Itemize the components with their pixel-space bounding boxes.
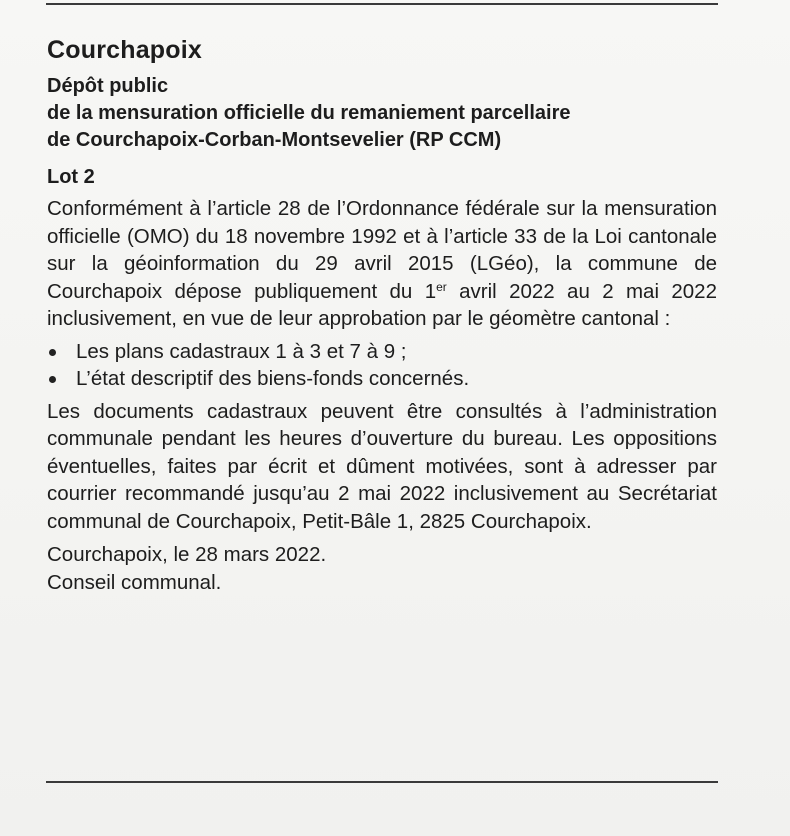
intro-text-end: avril 2022 au 2 mai 2022 inclusivement, en vue de leur approbation par le géomètre cantonal : [47, 279, 717, 330]
commune-heading: Courchapoix [47, 36, 202, 64]
bottom-divider [46, 781, 718, 783]
list-item [47, 338, 717, 366]
lot-heading: Lot 2 [47, 166, 95, 188]
document-list [47, 338, 717, 393]
notice-subtitle-line-3: de Courchapoix-Corban-Montsevelier (RP CCM) [47, 129, 502, 151]
ordinal-superscript: er [436, 279, 447, 294]
public-notice [47, 33, 717, 596]
intro-paragraph [47, 195, 717, 333]
place-date: Courchapoix, le 28 mars 2022. [47, 543, 327, 566]
top-divider [46, 3, 718, 5]
list-item-text: Les plans cadastraux 1 à 3 et 7 à 9 ; [76, 339, 407, 363]
consultation-paragraph: Les documents cadastraux peuvent être consultés à l’administration communale pendant les heures d’ouverture du bureau. Les oppositions éventuelles, faites par écrit et dûment motivées, sont à adresser par courrier recommandé jusqu’au 2 mai 2022 inclusivement au Secrétariat communal de Courchapoix, Petit-Bâle 1, 2825 Courchapoix. [47, 399, 717, 533]
intro-text-start: Conformément à l’article 28 de l’Ordonnance fédérale sur la mensuration officielle (OMO) du 18 novembre 1992 et à l’article 33 de la Loi cantonale sur la géoinformation du 29 avril 2015 (LGéo), la commune de Courchapoix dépose publiquement du 1 [47, 197, 717, 303]
notice-subtitle-line-2: de la mensuration officielle du remaniement parcellaire [47, 102, 571, 124]
bullet-icon [49, 376, 56, 383]
notice-subtitle-line-1: Dépôt public [47, 75, 169, 97]
bullet-icon [49, 349, 56, 356]
signature: Conseil communal. [47, 570, 222, 594]
list-item-text: L’état descriptif des biens-fonds concernés. [76, 367, 470, 390]
list-item [47, 365, 717, 393]
